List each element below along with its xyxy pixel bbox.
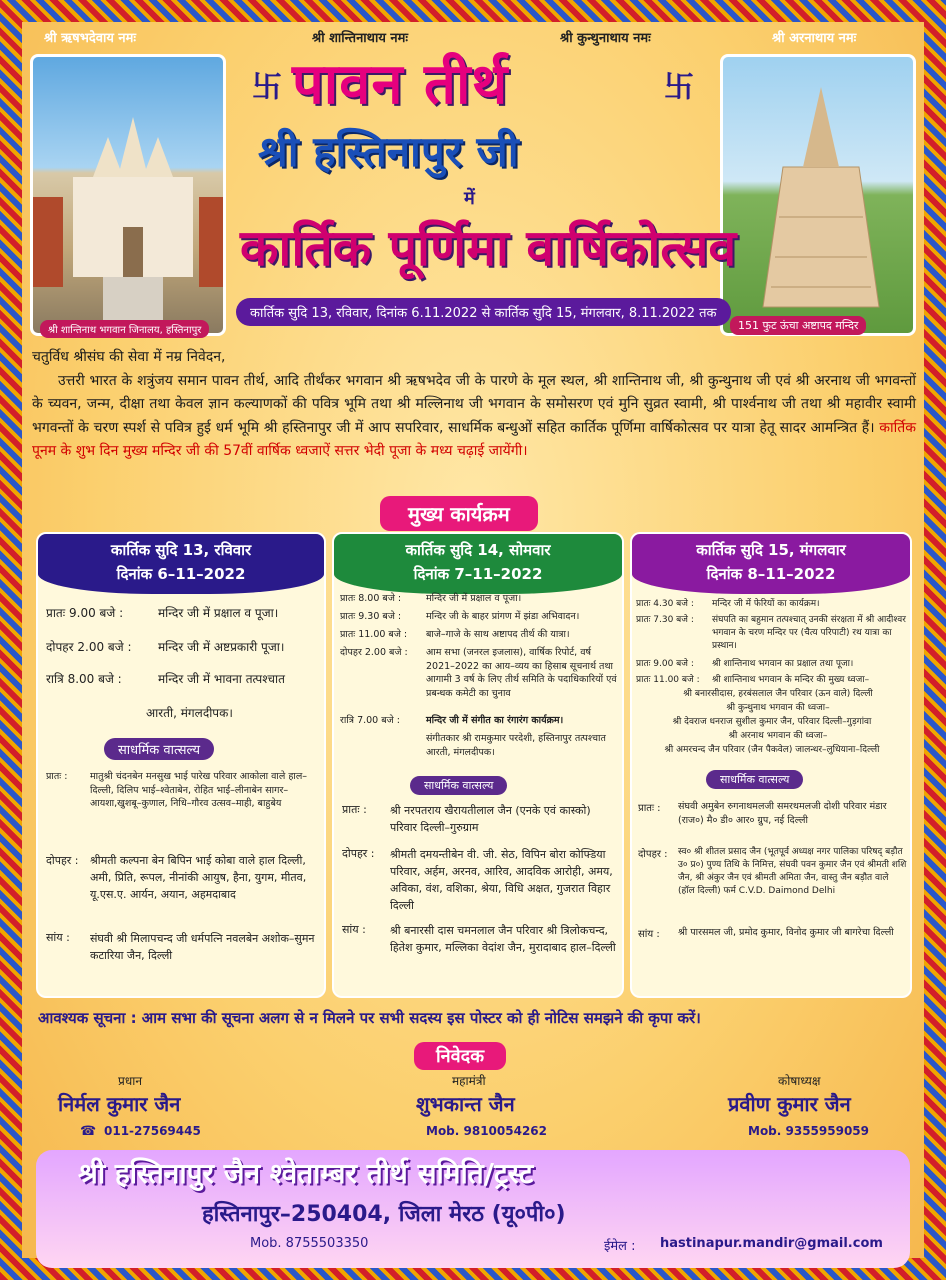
intro-body: उत्तरी भारत के शत्रुंजय समान पावन तीर्थ, आदि तीर्थंकर भगवान श्री ऋषभदेव जी के पारणे के मूल स्थल, श्री शान्तिनाथ जी, श्री कुन्थुनाथ जी एवं श्री अरनाथ जी भगवन्तों के च्यवन, जन्म, दीक्षा तथा केवल ज्ञान कल्याणकों की पवित्र भूमि तथा श्री मल्लिनाथ जी भगवान के समोसरण एवं मुनि सुव्रत स्वामी, श्री पार्श्वनाथ जी तथा श्री महावीर स्वामी भगवन्तों के चरण स्पर्श से पवित्र हुई धर्म भूमि श्री हस्तिनापुर जी में आप सपरिवार, साधर्मिक बन्धुओं सहित कार्तिक पूर्णिमा वार्षिकोत्सव पर यात्रा हेतू सादर आमन्त्रित हैं। [32, 372, 916, 436]
day3-flag3: श्री देवराज धनराज सुशील कुमार जैन, परिवार दिल्ली–गुड़गांवा [672, 717, 872, 727]
day2-v2-time: दोपहर : [342, 847, 375, 860]
day1-row2-time: दोपहर 2.00 बजे : [46, 640, 132, 654]
org-address: हस्तिनापुर–250404, जिला मेरठ (यू०पी०) [202, 1202, 566, 1227]
intro-salutation: चतुर्विध श्रीसंघ की सेवा में नम्र निवेदन, [32, 349, 226, 365]
day2-v3-time: सांय : [342, 923, 366, 936]
day2-r1-time: प्रातः 8.00 बजे : [340, 593, 402, 604]
day1-row3-time: रात्रि 8.00 बजे : [46, 672, 122, 686]
day1-v2: श्रीमती कल्पना बेन बिपिन भाई कोबा वाले हाल दिल्ली, अमी, प्रिति, रूपल, नीनांकी आयुष, हैना, युगम, मीतव, यू.एस.ए. आर्यन, अयान, अहमदाबाद [90, 854, 307, 901]
namah-kunthu: श्री कुन्थुनाथाय नमः [560, 31, 651, 46]
notice-line: आवश्यक सूचना : आम सभा की सूचना अलग से न मिलने पर सभी सदस्य इस पोस्टर को ही नोटिस समझने की कृपा करें। [38, 1009, 701, 1027]
day3-date: दिनांक 8–11–2022 [706, 565, 836, 583]
day3-r3-time: प्रातः 9.00 बजे : [636, 659, 694, 669]
day1-v3: संघवी श्री मिलापचन्द जी धर्मपत्नि नवलबेन अशोक–सुमन कटारिया जैन, दिल्ली [90, 932, 315, 962]
day3-v2: स्व० श्री शीतल प्रसाद जैन (भूतपूर्व अध्यक्ष नगर पालिका परिषद् बड़ौत उ० प्र०) पुण्य तिथि के निमित्त, संघवी पवन कुमार जैन एवं श्रीमती शशि जैन, श्री अंकुर जैन एवं श्रीमती अमिता जैन, वास्तु जैन बड़ौत वाले (हॉल दिल्ली) फर्म C.V.D. Daimond Delhi [678, 847, 907, 896]
intro-body-wrap [32, 370, 916, 464]
officer3-name: प्रवीण कुमार जैन [728, 1092, 851, 1116]
officer1-name: निर्मल कुमार जैन [58, 1092, 181, 1116]
day1-date: दिनांक 6–11–2022 [116, 565, 246, 583]
day3-r2-time: प्रातः 7.30 बजे : [636, 615, 694, 625]
day3-header [632, 534, 910, 594]
tower-icon [723, 57, 916, 336]
title-pavan-tirth: पावन तीर्थ [292, 52, 509, 117]
day3-flag5: श्री अमरचन्द जैन परिवार (जैन पैकवेल) जालन्धर–लुधियाना–दिल्ली [664, 745, 880, 755]
date-range-banner: कार्तिक सुदि 13, रविवार, दिनांक 6.11.2022 से कार्तिक सुदि 15, मंगलवार, 8.11.2022 तक [236, 298, 731, 326]
day2-v2: श्रीमती दमयन्तीबेन वी. जी. सेठ, विपिन बोरा कोफ्डिया परिवार, अर्हम, अरनव, आरिव, आदविक आरोही, अमय, अविका, वंश, वशिका, श्रेया, विधि अक्षत, गुजरात विहार दिल्ली [390, 848, 613, 912]
title-mein: में [464, 188, 475, 209]
day3-v3: श्री पारसमल जी, प्रमोद कुमार, विनोद कुमार जी बागरेचा दिल्ली [678, 927, 894, 938]
day2-r3-time: प्रातः 11.00 बजे : [340, 629, 408, 640]
day3-r3: श्री शान्तिनाथ भगवान का प्रक्षाल तथा पूजा। [712, 659, 854, 669]
day2-r4: आम सभा (जनरल इजलास), वार्षिक रिपोर्ट, वर्ष 2021–2022 का आय–व्यय का हिसाब सूचनार्थ तथा आगामी 3 वर्ष के लिए तीर्थ समिति के पदाधिकारियों एवं प्रबन्धक कमेटी का चुनाव [426, 647, 617, 699]
right-photo-caption: 151 फुट ऊंचा अष्टापद मन्दिर [730, 316, 866, 335]
day2-v3: श्री बनारसी दास चमनलाल जैन परिवार श्री त्रिलोकचन्द, हितेश कुमार, मल्लिका वेदांश जैन, मुरादाबाद हाल–दिल्ली [390, 924, 616, 954]
org-email[interactable]: hastinapur.mandir@gmail.com [660, 1236, 883, 1251]
day2-r4-time: दोपहर 2.00 बजे : [340, 647, 408, 658]
footer-banner [36, 1150, 910, 1268]
day2-date: दिनांक 7–11–2022 [413, 565, 543, 583]
title-kartik-purnima: कार्तिक पूर्णिमा वार्षिकोत्सव [240, 219, 737, 277]
day1-v3-time: सांय : [46, 931, 70, 944]
day1-row2: मन्दिर जी में अष्टप्रकारी पूजा। [158, 640, 285, 654]
officer3-phone: Mob. 9355959059 [748, 1124, 870, 1138]
intro-red-notice: कार्तिक पूनम के शुभ दिन मुख्य मन्दिर जी की 57वीं वार्षिक ध्वजाऐं सत्तर भेदी पूजा के मध्य चढ़ाई जायेंगी। [32, 419, 916, 459]
officer1-phone: 011-27569445 [104, 1124, 201, 1138]
day3-flag2: श्री कुन्थुनाथ भगवान की ध्वजा– [726, 703, 830, 713]
day3-vatsalya: साधर्मिक वात्सल्य [706, 770, 803, 789]
day3-card [630, 532, 912, 998]
temple-icon [33, 57, 226, 336]
day2-card [332, 532, 624, 998]
day1-row3b: आरती, मंगलदीपक। [146, 706, 233, 720]
namah-ar: श्री अरनाथाय नमः [772, 31, 857, 46]
day1-row1: मन्दिर जी में प्रक्षाल व पूजा। [158, 606, 279, 620]
day3-r2: संघपति का बहुमान तत्पश्चात् उनकी संरक्षता में श्री आदीश्वर भगवान के चरण मन्दिर पर (चैत्य परिपाटी) रथ यात्रा का प्रस्थान। [712, 615, 906, 651]
swastik-right-icon: 卐 [664, 70, 694, 105]
day1-tithi: कार्तिक सुदि 13, रविवार [110, 541, 252, 559]
day1-v1-time: प्रातः : [46, 771, 68, 782]
day3-r1-time: प्रातः 4.30 बजे : [636, 599, 694, 609]
namah-rishabh: श्री ऋषभदेवाय नमः [44, 31, 137, 46]
day1-v1: मातुश्री चंदनबेन मनसुख भाई पारेख परिवार आकोला वाले हाल–दिल्ली, दिलिप भाई–श्वेताबेन, रोहित भाई–लीनाबेन सागर–आयशा,खुशबू–कुणाल, निधि–गौरव उत्सव–माही, बाहुबेय [90, 771, 308, 809]
org-mobile: Mob. 8755503350 [250, 1236, 369, 1251]
left-photo-caption: श्री शान्तिनाथ भगवान जिनालय, हस्तिनापुर [40, 320, 209, 338]
day2-r2-time: प्रातः 9.30 बजे : [340, 611, 402, 622]
day3-flag1: श्री बनारसीदास, हरबंसलाल जैन परिवार (ऊन वाले) दिल्ली [683, 689, 873, 699]
day2-r5: मन्दिर जी में संगीत का रंगारंग कार्यक्रम। [426, 715, 564, 726]
officer3-role: कोषाध्यक्ष [778, 1074, 821, 1088]
day3-v2-time: दोपहर : [638, 849, 668, 860]
temple-photo-left [30, 54, 226, 336]
day2-header [334, 534, 622, 594]
day2-r1: मन्दिर जी में प्रक्षाल व पूजा। [426, 593, 522, 604]
day3-r4: श्री शान्तिनाथ भगवान के मन्दिर की मुख्य ध्वजा– [712, 675, 870, 685]
day2-v1-time: प्रातः : [342, 803, 367, 816]
intro-paragraph [32, 346, 916, 464]
day2-r3: बाजे–गाजे के साथ अष्टापद तीर्थ की यात्रा। [426, 629, 570, 640]
org-name: श्री हस्तिनापुर जैन श्वेताम्बर तीर्थ समिति/ट्रस्ट [78, 1157, 534, 1190]
day1-vatsalya: साधर्मिक वात्सल्य [104, 738, 214, 760]
day2-r5b: संगीतकार श्री रामकुमार परदेशी, हस्तिनापुर तत्पश्चात आरती, मंगलदीपक। [426, 733, 606, 758]
day2-tithi: कार्तिक सुदि 14, सोमवार [405, 541, 551, 559]
swastik-left-icon: 卐 [252, 70, 282, 105]
day3-v1: संघवी अमुबेन रुगनाथमलजी समरथमलजी दोशी परिवार मंडार (राज०) मै० डी० आर० ग्रुप, नई दिल्ली [678, 801, 887, 826]
nivedak-heading: निवेदक [414, 1042, 506, 1070]
phone-icon: ☎ [80, 1124, 97, 1139]
day2-v1: श्री नरपतराय खैरायतीलाल जैन (एनके एवं कास्को) परिवार दिल्ली–गुरुग्राम [390, 804, 591, 834]
officer1-role: प्रधान [118, 1074, 142, 1088]
day2-vatsalya: साधर्मिक वात्सल्य [410, 776, 507, 795]
officer2-role: महामंत्री [452, 1074, 486, 1088]
namah-shanti: श्री शान्तिनाथाय नमः [312, 31, 409, 46]
day3-r1: मन्दिर जी में फेरियों का कार्यक्रम। [712, 599, 820, 609]
day3-v3-time: सांय : [638, 929, 660, 940]
officer2-phone: Mob. 9810054262 [426, 1124, 548, 1138]
org-email-label: ईमेल : [604, 1239, 636, 1254]
day2-r5-time: रात्रि 7.00 बजे : [340, 715, 400, 726]
day1-header [38, 534, 324, 594]
day1-v2-time: दोपहर : [46, 854, 79, 867]
day3-v1-time: प्रातः : [638, 803, 661, 814]
officer2-name: शुभकान्त जैन [416, 1092, 515, 1116]
day1-row3: मन्दिर जी में भावना तत्पश्चात [158, 672, 285, 686]
ashtapad-photo-right [720, 54, 916, 336]
main-program-heading: मुख्य कार्यक्रम [380, 496, 538, 531]
day3-r4-time: प्रातः 11.00 बजे : [636, 675, 700, 685]
day1-row1-time: प्रातः 9.00 बजे : [46, 606, 124, 620]
day3-tithi: कार्तिक सुदि 15, मंगलवार [696, 541, 846, 559]
day3-flag4: श्री अरनाथ भगवान की ध्वजा– [728, 731, 828, 741]
day1-card [36, 532, 326, 998]
day2-r2: मन्दिर जी के बाहर प्रांगण में झंडा अभिवादन। [426, 611, 580, 622]
title-hastinapur: श्री हस्तिनापुर जी [258, 127, 519, 176]
